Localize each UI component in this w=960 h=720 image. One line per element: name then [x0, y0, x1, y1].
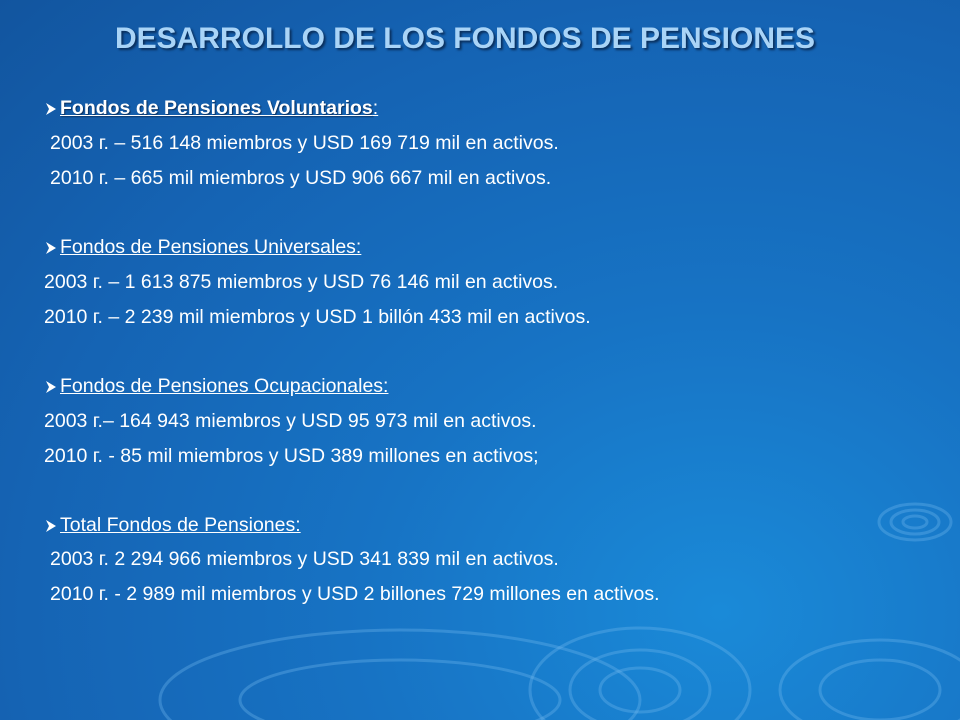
section-line-2010: 2010 г. - 2 989 mil miembros y USD 2 billones 729 millones en activos. — [50, 583, 660, 605]
section-line-2003: 2003 г. – 516 148 miembros y USD 169 719 mil en activos. — [50, 132, 559, 154]
section-heading-voluntarios — [44, 97, 378, 120]
arrow-bullet-icon — [44, 241, 58, 255]
section-heading-text: Fondos de Pensiones Universales: — [60, 236, 362, 258]
section-line-2010: 2010 г. – 2 239 mil miembros y USD 1 billón 433 mil en activos. — [44, 306, 591, 328]
section-line-2003: 2003 г.– 164 943 miembros y USD 95 973 mil en activos. — [44, 410, 537, 432]
section-heading-universales — [44, 236, 361, 259]
section-line-2010: 2010 г. - 85 mil miembros y USD 389 millones en activos; — [44, 445, 539, 467]
slide-title: DESARROLLO DE LOS FONDOS DE PENSIONES — [114, 22, 816, 55]
arrow-bullet-icon — [44, 102, 58, 116]
section-heading-ocupacionales — [44, 375, 388, 398]
section-heading-colon: : — [372, 97, 379, 119]
section-heading-text: Total Fondos de Pensiones: — [60, 514, 301, 536]
section-heading-text: Fondos de Pensiones Voluntarios — [60, 97, 373, 119]
arrow-bullet-icon — [44, 519, 58, 533]
section-heading-total — [44, 514, 301, 537]
arrow-bullet-icon — [44, 380, 58, 394]
section-line-2003: 2003 г. – 1 613 875 miembros y USD 76 146 mil en activos. — [44, 271, 559, 293]
section-line-2003: 2003 г. 2 294 966 miembros y USD 341 839 mil en activos. — [50, 548, 559, 570]
section-line-2010: 2010 г. – 665 mil miembros y USD 906 667 mil en activos. — [50, 167, 552, 189]
section-heading-text: Fondos de Pensiones Ocupacionales: — [60, 375, 389, 397]
